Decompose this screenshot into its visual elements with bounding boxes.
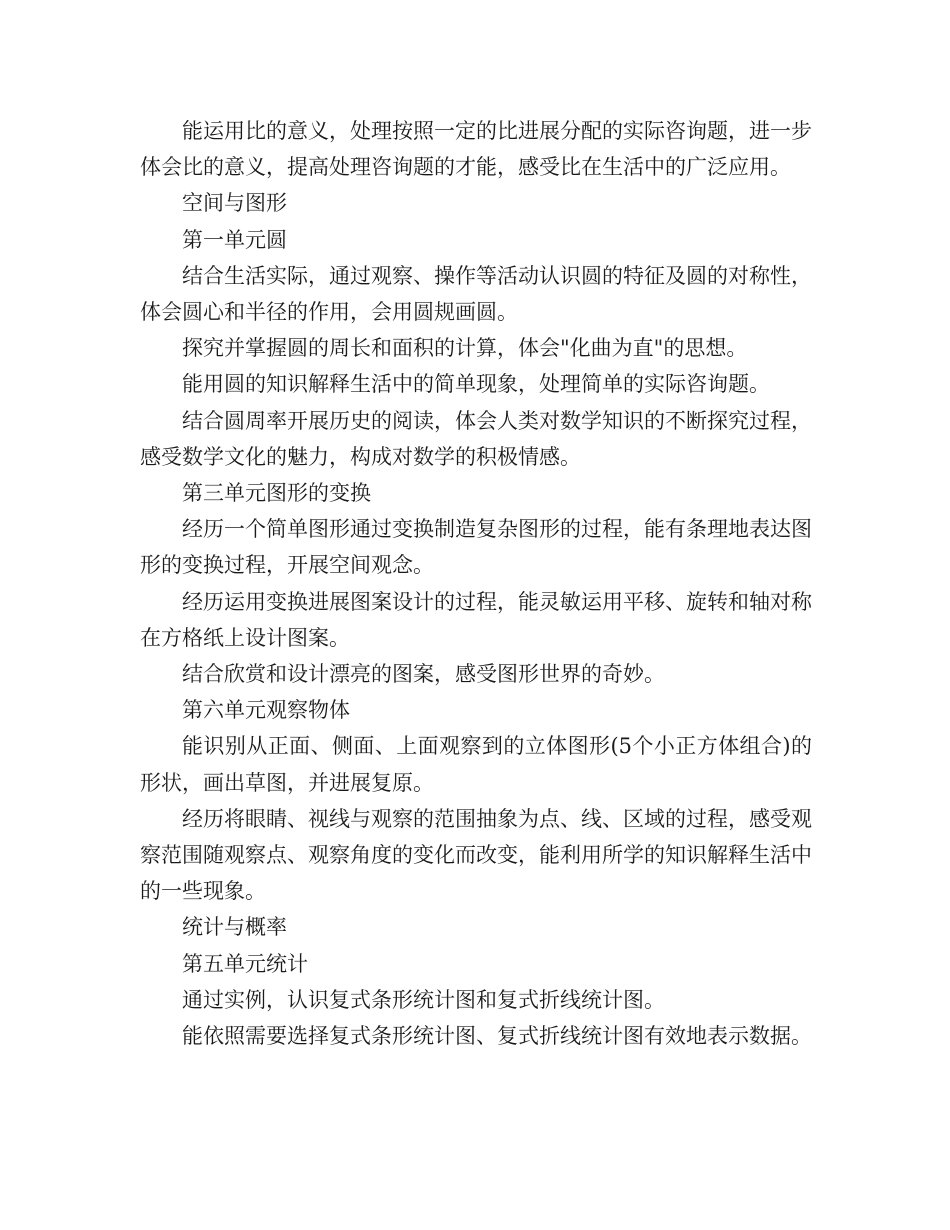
paragraph-compound-charts: 通过实例，认识复式条形统计图和复式折线统计图。 <box>182 987 665 1012</box>
paragraph-transformation-process: 经历一个简单图形通过变换制造复杂图形的过程，能有条理地表达图形的变换过程，开展空间观念。 <box>140 517 812 578</box>
unit-heading-transformation: 第三单元图形的变换 <box>182 481 371 506</box>
paragraph-ratio-application: 能运用比的意义，处理按照一定的比进展分配的实际咨询题，进一步体会比的意义，提高处理咨询题的才能，感受比在生活中的广泛应用。 <box>140 119 812 180</box>
paragraph-pattern-design: 经历运用变换进展图案设计的过程，能灵敏运用平移、旋转和轴对称在方格纸上设计图案。 <box>140 589 812 650</box>
section-heading-space-and-shape: 空间与图形 <box>182 191 287 216</box>
section-heading-statistics-probability: 统计与概率 <box>182 915 287 940</box>
unit-heading-circle: 第一单元圆 <box>182 227 287 252</box>
unit-heading-statistics: 第五单元统计 <box>182 951 308 976</box>
paragraph-circle-area-perimeter: 探究并掌握圆的周长和面积的计算，体会"化曲为直"的思想。 <box>182 336 748 361</box>
paragraph-observation-range: 经历将眼睛、视线与观察的范围抽象为点、线、区域的过程，感受观察范围随观察点、观察角度的变化而改变，能利用所学的知识解释生活中的一些现象。 <box>140 806 812 904</box>
paragraph-choose-charts: 能依照需要选择复式条形统计图、复式折线统计图有效地表示数据。 <box>182 1024 812 1049</box>
paragraph-circle-features: 结合生活实际，通过观察、操作等活动认识圆的特征及圆的对称性，体会圆心和半径的作用，会用圆规画圆。 <box>140 263 812 325</box>
paragraph-pattern-appreciation: 结合欣赏和设计漂亮的图案，感受图形世界的奇妙。 <box>182 662 665 687</box>
unit-heading-observing-objects: 第六单元观察物体 <box>182 698 350 723</box>
paragraph-circle-knowledge: 能用圆的知识解释生活中的简单现象，处理简单的实际咨询题。 <box>182 372 770 397</box>
paragraph-pi-history: 结合圆周率开展历史的阅读，体会人类对数学知识的不断探究过程，感受数学文化的魅力，构成对数学的积极情感。 <box>140 408 812 469</box>
document-body <box>140 113 812 1054</box>
paragraph-solid-figures: 能识别从正面、侧面、上面观察到的立体图形(5个小正方体组合)的形状，画出草图，并进展复原。 <box>140 734 812 795</box>
